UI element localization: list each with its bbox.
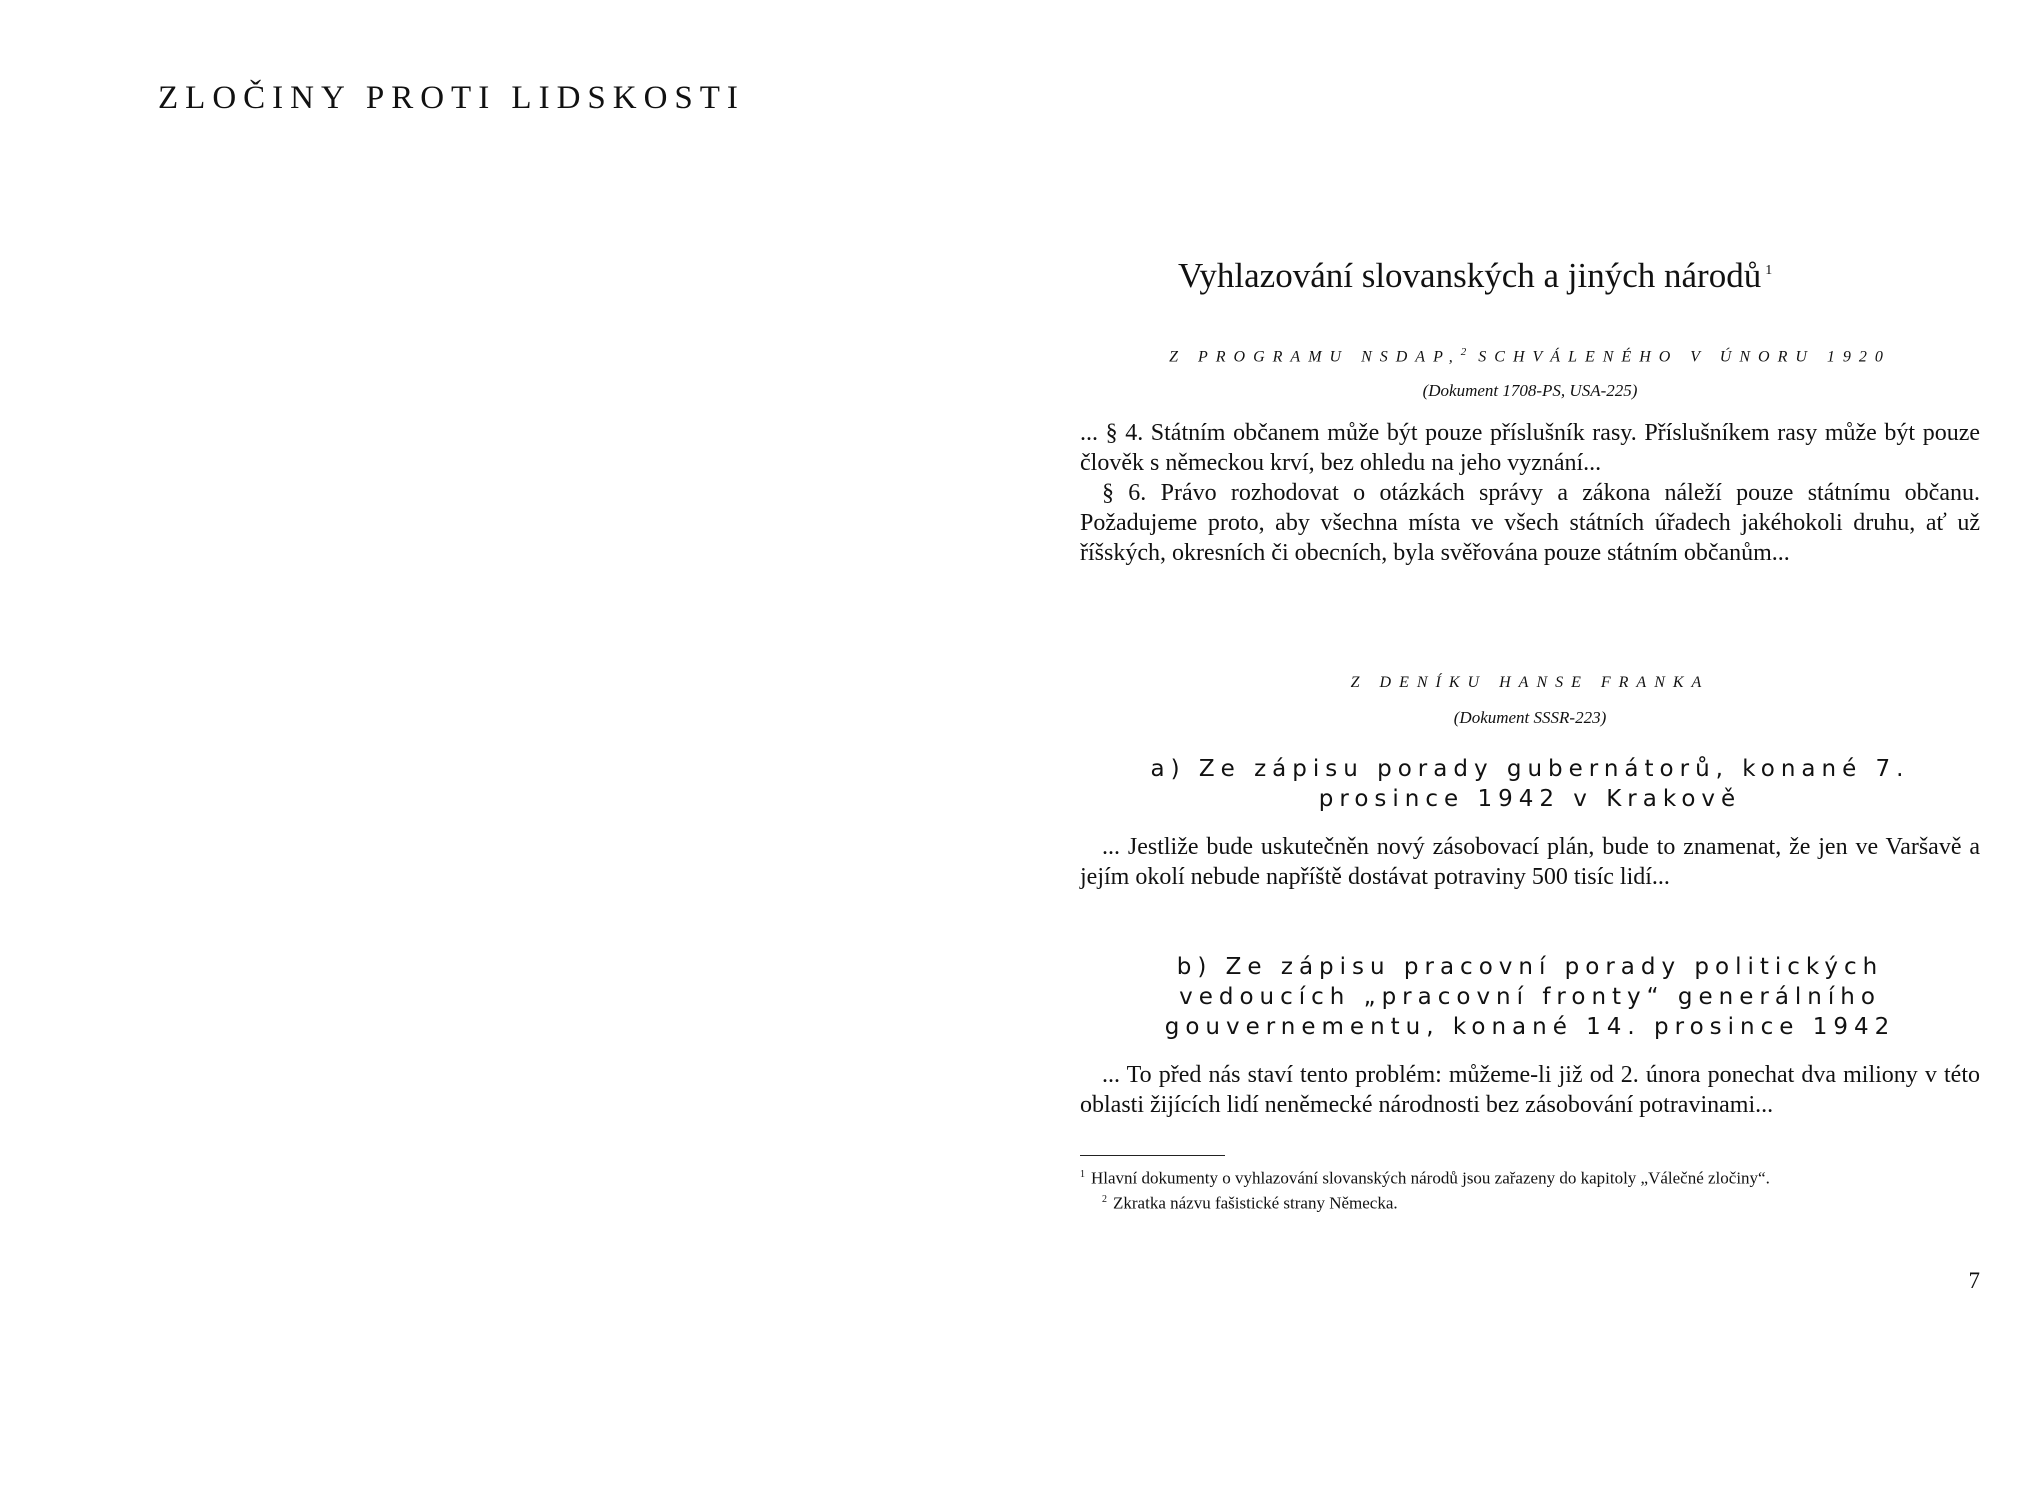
section-diary-heading-wrap	[1080, 674, 1980, 692]
page-number: 7	[1968, 1268, 1980, 1293]
footnote-ref-2: 2	[1460, 346, 1467, 358]
footnote-divider	[1080, 1155, 1225, 1156]
paragraph-a: ... Jestliže bude uskutečněn nový zásobovací plán, bude to znamenat, že jen ve Varšavě a jejím okolí nebude napříště dostávat potraviny 500 tisíc lidí...	[1080, 834, 1980, 890]
subheading-b-wrap	[1140, 952, 1920, 1042]
footnote-1	[1080, 1164, 1980, 1189]
section-program-docref-wrap	[1080, 381, 1980, 401]
paragraph-b-wrap	[1080, 1060, 1980, 1120]
section-program-heading-part2: SCHVÁLENÉHO V ÚNORU 1920	[1466, 348, 1891, 366]
section-program-heading-part1: Z PROGRAMU NSDAP,	[1169, 348, 1461, 366]
footnote-1-text: Hlavní dokumenty o vyhlazování slovanských národů jsou zařazeny do kapitoly „Válečné zločiny“.	[1091, 1168, 1770, 1188]
section-diary-docref: (Dokument SSSR-223)	[1453, 708, 1607, 727]
footnote-2	[1080, 1189, 1980, 1214]
footnotes	[1080, 1164, 1980, 1213]
running-head: ZLOČINY PROTI LIDSKOSTI	[158, 80, 745, 116]
paragraph-b: ... To před nás staví tento problém: můžeme-li již od 2. února ponechat dva miliony v této oblasti žijících lidí neněmecké národnosti bez zásobování potravinami...	[1080, 1062, 1980, 1118]
paragraph-a-wrap	[1080, 832, 1980, 892]
section-diary-docref-wrap	[1080, 708, 1980, 728]
right-page	[1080, 0, 1980, 1500]
footnote-2-mark: 2	[1102, 1193, 1107, 1205]
footnote-1-mark: 1	[1080, 1169, 1085, 1180]
section-program-body	[1080, 418, 1980, 568]
section-program-docref: (Dokument 1708-PS, USA-225)	[1422, 381, 1638, 400]
paragraph-section-6: § 6. Právo rozhodovat o otázkách správy a zákona náleží pouze státnímu občanu. Požadujeme proto, aby všechna místa ve všech státních úřadech jakéhokoli druhu, ať už říšských, okresních či obecních, byla svěřována pouze státním občanům...	[1080, 480, 1980, 566]
paragraph-section-4: ... § 4. Státním občanem může být pouze příslušník rasy. Příslušníkem rasy může být pouze člověk s německou krví, bez ohledu na jeho vyznání...	[1080, 420, 1980, 476]
chapter-title-text: Vyhlazování slovanských a jiných národů	[1178, 256, 1762, 295]
subheading-a-wrap	[1150, 754, 1910, 814]
subheading-b: b) Ze zápisu pracovní porady politických vedoucích „pracovní fronty“ generálního gouvernementu, konané 14. prosince 1942	[1164, 954, 1896, 1040]
left-page	[0, 0, 1010, 1500]
subheading-a: a) Ze zápisu porady gubernátorů, konané 7. prosince 1942 v Krakově	[1150, 756, 1910, 812]
footnote-ref-1: 1	[1765, 263, 1773, 279]
chapter-title	[1178, 256, 1772, 296]
section-diary-heading: Z DENÍKU HANSE FRANKA	[1350, 674, 1710, 691]
footnote-2-text: Zkratka názvu fašistické strany Německa.	[1113, 1193, 1398, 1213]
section-program-heading	[1080, 346, 1980, 366]
